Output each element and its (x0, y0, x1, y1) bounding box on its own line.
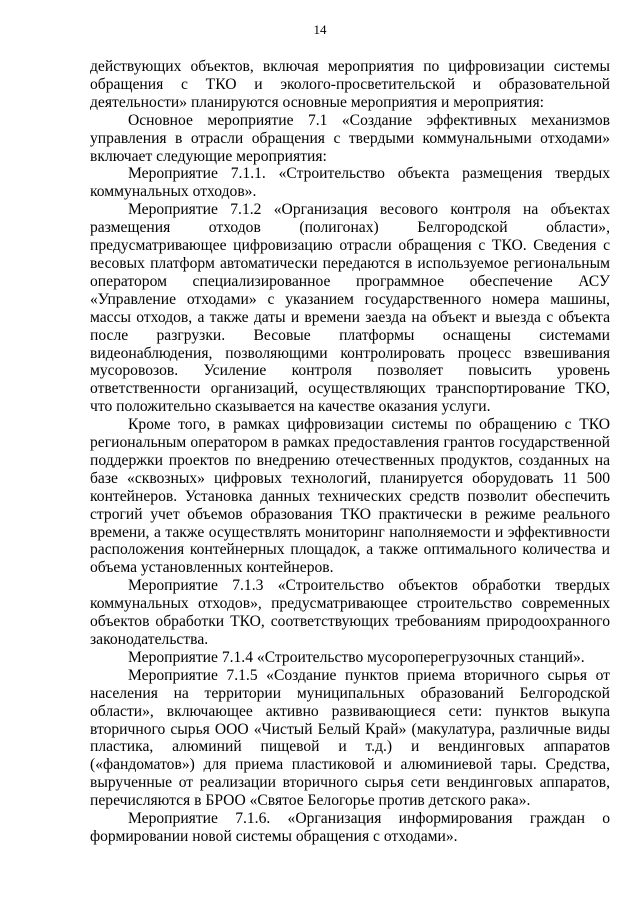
paragraph-digitalization: Кроме того, в рамках цифровизации системы по обращению с ТКО региональным оператором в рамках предоставления грантов государственной поддержки проектов по внедрению отечественных продуктов, созданных на базе «сквозных» цифровых технологий, планируется оборудовать 11 500 контейнеров. Установка данных технических средств позволит обеспечить строгий учет объемов образования ТКО практически в режиме реального времени, а также осуществлять мониторинг наполняемости и эффективности расположения контейнерных площадок, а также оптимального количества и объема установленных контейнеров. (90, 416, 610, 577)
paragraph-main-measure-7-1: Основное мероприятие 7.1 «Создание эффективных механизмов управления в отрасли обращения с твердыми коммунальными отходами» включает следующие мероприятия: (90, 111, 610, 165)
paragraph-measure-7-1-6: Мероприятие 7.1.6. «Организация информирования граждан о формировании новой системы обращения с отходами». (90, 810, 610, 845)
paragraph-measure-7-1-4: Мероприятие 7.1.4 «Строительство мусороперегрузочных станций». (128, 648, 585, 666)
paragraph-measure-7-1-5: Мероприятие 7.1.5 «Создание пунктов приема вторичного сырья от населения на территории муниципальных образований Белгородской области», включающее активно развивающиеся сети: пунктов выкупа вторичного сырья ООО «Чистый Белый Край» (макулатура, различные виды пластика, алюминий пищевой и т.д.) и вендинговых аппаратов («фандоматов») для приема пластиковой и алюминиевой тары. Средства, вырученные от реализации вторичного сырья сети вендинговых аппаратов, перечисляются в БРОО «Святое Белогорье против детского рака». (90, 666, 610, 810)
page-number: 14 (313, 22, 327, 37)
document-body (90, 58, 610, 846)
paragraph-1-continuation: действующих объектов, включая мероприятия по цифровизации системы обращения с ТКО и эколого-просветительской и образовательной деятельности» планируются основные мероприятия и мероприятия: (90, 58, 610, 111)
paragraph-measure-7-1-2: Мероприятие 7.1.2 «Организация весового контроля на объектах размещения отходов (полигонах) Белгородской области», предусматривающее цифровизацию отрасли обращения с ТКО. Сведения с весовых платформ автоматически передаются в используемое региональным оператором специализированное программное обеспечение АСУ «Управление отходами» с указанием государственного номера машины, массы отходов, а также даты и времени заезда на объект и выезда с объекта после разгрузки. Весовые платформы оснащены системами видеонаблюдения, позволяющими контролировать процесс взвешивания мусоровозов. Усиление контроля позволяет повысить уровень ответственности организаций, осуществляющих транспортирование ТКО, что положительно сказывается на качестве оказания услуги. (90, 201, 610, 416)
paragraph-measure-7-1-1: Мероприятие 7.1.1. «Строительство объекта размещения твердых коммунальных отходов». (90, 165, 610, 201)
paragraph-measure-7-1-3: Мероприятие 7.1.3 «Строительство объектов обработки твердых коммунальных отходов», предусматривающее строительство современных объектов обработки ТКО, соответствующих требованиям природоохранного законодательства. (90, 577, 610, 648)
